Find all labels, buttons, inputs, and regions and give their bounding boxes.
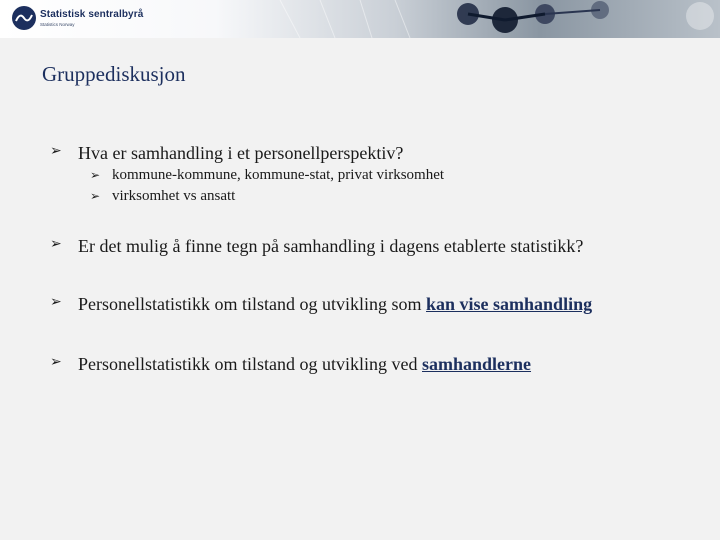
arrowhead-bullet-icon: ➢ xyxy=(50,294,62,310)
bullet-text: Personellstatistikk om tilstand og utvikling som xyxy=(78,294,427,314)
ssb-logo-icon xyxy=(12,6,36,30)
arrowhead-bullet-icon: ➢ xyxy=(90,168,101,182)
sub-bullet-text: kommune-kommune, kommune-stat, privat virksomhet xyxy=(112,167,445,183)
bullet-item xyxy=(50,354,532,375)
bullet-item xyxy=(50,143,404,164)
bullet-text: Personellstatistikk om tilstand og utvikling ved xyxy=(78,354,422,374)
emphasis-link: kan vise samhandling xyxy=(426,294,593,314)
slide-title: Gruppediskusjon xyxy=(42,62,186,86)
sub-bullet-text: virksomhet vs ansatt xyxy=(112,188,236,204)
bullet-item xyxy=(50,294,593,315)
molecule-decoration xyxy=(457,1,714,33)
bullet-item xyxy=(50,236,584,257)
logo-subtitle: Statistics Norway xyxy=(40,22,75,27)
logo-name: Statistisk sentralbyrå xyxy=(40,9,144,20)
arrowhead-bullet-icon: ➢ xyxy=(50,236,62,252)
header-banner xyxy=(0,0,720,38)
arrowhead-bullet-icon: ➢ xyxy=(50,354,62,370)
sub-bullet-item xyxy=(90,188,236,205)
bullet-text: Hva er samhandling i et personellperspektiv? xyxy=(78,143,404,163)
bullet-text: Er det mulig å finne tegn på samhandling i dagens etablerte statistikk? xyxy=(78,236,584,256)
emphasis-link: samhandlerne xyxy=(422,354,532,374)
arrowhead-bullet-icon: ➢ xyxy=(50,143,62,159)
sub-bullet-item xyxy=(90,167,445,184)
arrowhead-bullet-icon: ➢ xyxy=(90,189,101,203)
